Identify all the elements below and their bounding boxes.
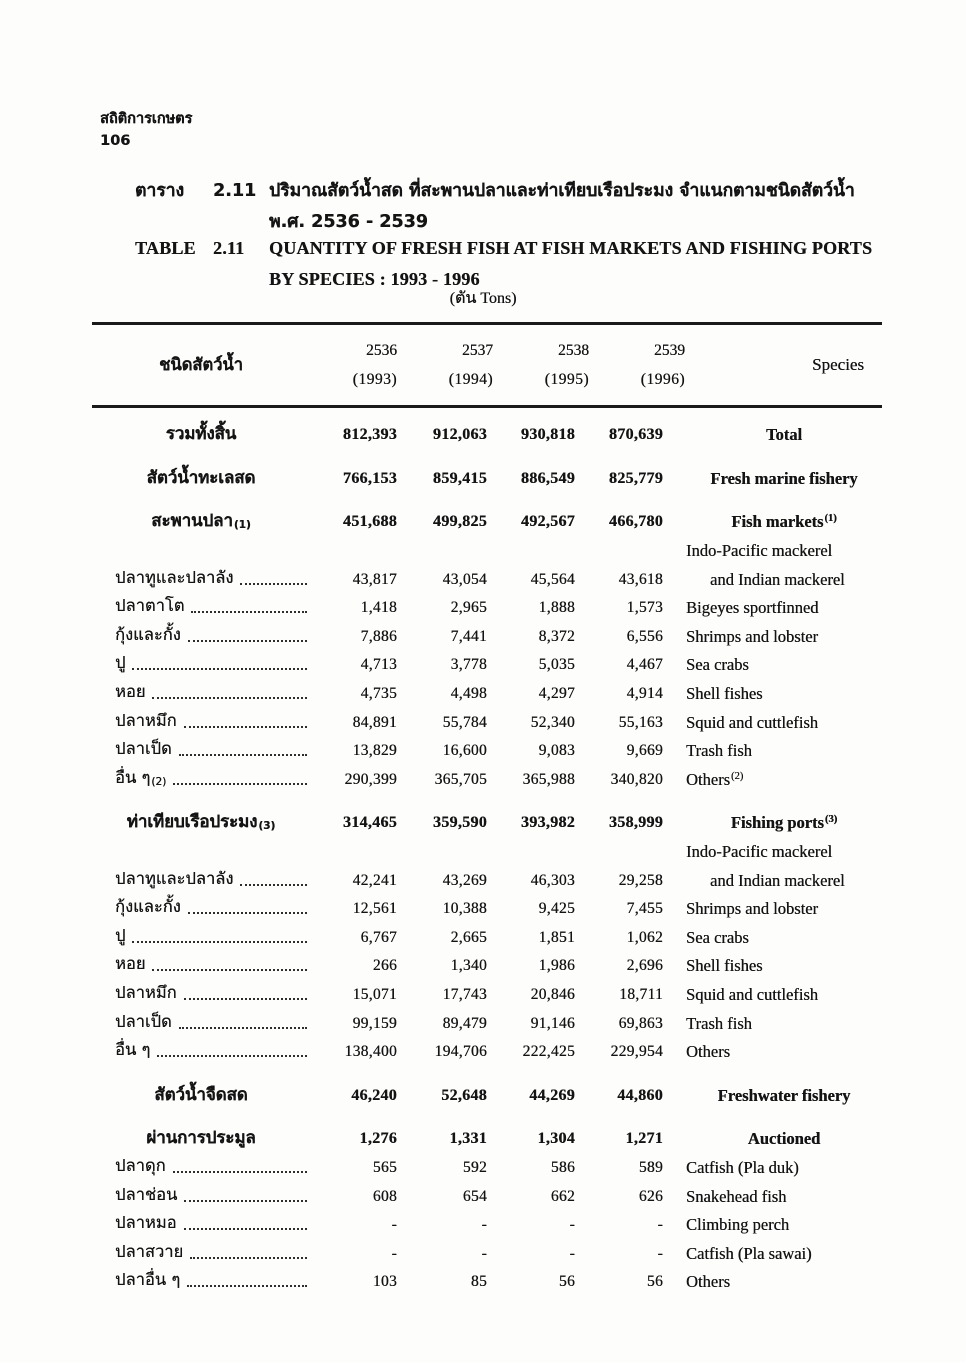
cell-value: 886,549: [520, 469, 575, 487]
cell-value: 138,400: [344, 1043, 397, 1061]
english-label: Trash fish: [686, 1013, 752, 1033]
species-cell: [663, 469, 882, 489]
cell-value: 52,648: [441, 1086, 487, 1104]
year-be: 2539: [654, 341, 685, 359]
cell-value: 3,778: [450, 656, 487, 674]
cell-value: -: [391, 1216, 397, 1234]
species-cell: [663, 1244, 882, 1264]
species-cell: [663, 425, 882, 445]
cell-value: 654: [462, 1187, 487, 1205]
row-label-cell: [92, 1085, 310, 1107]
thai-label: ปลาดุก: [115, 1155, 166, 1175]
english-label: Snakehead fish: [686, 1186, 787, 1206]
table-row: [92, 421, 882, 450]
english-label: Freshwater fishery: [717, 1085, 851, 1105]
cell-value: 393,982: [520, 814, 575, 832]
english-label: Total: [765, 425, 803, 445]
cell-value: 7,441: [450, 627, 487, 645]
row-label-cell: [92, 1186, 310, 1208]
cell-value: 812,393: [342, 426, 397, 444]
english-label: Shrimps and lobster: [686, 626, 818, 646]
thai-label: ปลาทูและปลาลัง: [115, 567, 234, 587]
row-label-cell: [92, 569, 310, 591]
cell-value: 1,276: [359, 1130, 397, 1148]
publication-title: สถิติการเกษตร: [100, 111, 193, 127]
species-cell: [663, 570, 882, 590]
cell-value: 1,573: [626, 599, 663, 617]
cell-value: 1,271: [625, 1130, 663, 1148]
cell-value: 1,331: [449, 1130, 487, 1148]
species-cell: [663, 598, 882, 618]
cell-value: 9,083: [538, 742, 575, 760]
table-title-block: [135, 176, 925, 300]
cell-value: 15,071: [352, 985, 397, 1003]
table-row: [92, 809, 882, 838]
cell-value: 44,860: [617, 1086, 663, 1104]
table-row: [92, 1038, 882, 1067]
english-label: Trash fish: [686, 741, 752, 761]
title-number-english: 2.11: [213, 238, 245, 258]
table-row: [92, 1211, 882, 1240]
cell-value: 43,618: [618, 570, 663, 588]
cell-value: 314,465: [342, 814, 397, 832]
dot-leader: [157, 1055, 307, 1057]
cell-value: 85: [470, 1273, 487, 1291]
species-cell: [663, 627, 882, 647]
title-subtitle-thai: พ.ศ. 2536 - 2539: [269, 212, 428, 232]
cell-value: 46,303: [530, 871, 575, 889]
cell-value: 592: [462, 1158, 487, 1176]
column-header-year-2536: [310, 325, 403, 405]
cell-value: 6,767: [360, 928, 397, 946]
cell-value: 466,780: [608, 513, 663, 531]
cell-value: 499,825: [432, 513, 487, 531]
row-label-cell: [92, 468, 310, 490]
cell-value: 1,062: [626, 928, 663, 946]
english-label: Catfish (Pla duk): [686, 1157, 799, 1177]
column-header-year-2537: [403, 325, 501, 405]
cell-value: 7,455: [626, 900, 663, 918]
english-label: Sea crabs: [686, 927, 749, 947]
column-header-year-2539: [597, 325, 691, 405]
species-cell: [663, 842, 882, 862]
row-label-cell: [92, 654, 310, 676]
table-row: [92, 766, 882, 795]
species-cell: [663, 1042, 882, 1062]
species-cell: [663, 741, 882, 761]
english-label: Fresh marine fishery: [710, 468, 858, 488]
english-label: Shrimps and lobster: [686, 899, 818, 919]
title-subtitle-english: BY SPECIES : 1993 - 1996: [269, 269, 480, 289]
cell-value: 16,600: [442, 742, 487, 760]
cell-value: 4,467: [626, 656, 663, 674]
year-be: 2538: [558, 341, 589, 359]
table-row: [92, 1182, 882, 1211]
row-label-cell: [92, 1214, 310, 1236]
cell-value: 492,567: [520, 513, 575, 531]
species-cell: [663, 1014, 882, 1034]
thai-label: หอย: [115, 682, 146, 702]
row-label-cell: [92, 1271, 310, 1293]
row-label-cell: [92, 550, 310, 553]
cell-value: 365,705: [434, 770, 487, 788]
species-cell: [663, 985, 882, 1005]
thai-label: ปลาเป็ด: [115, 1011, 172, 1031]
title-row-thai: [135, 176, 925, 207]
row-label-cell: [92, 740, 310, 762]
table-row: [92, 565, 882, 594]
dot-leader: [152, 969, 307, 971]
table-row: [92, 623, 882, 652]
thai-label: กุ้งและกั้ง: [115, 624, 181, 644]
table-row: [92, 924, 882, 953]
species-cell: [663, 1187, 882, 1207]
english-label: Shell fishes: [686, 684, 763, 704]
cell-value: 9,425: [538, 900, 575, 918]
thai-label: ปลาตาโต: [115, 596, 185, 616]
table-row: [92, 594, 882, 623]
cell-value: 1,888: [538, 599, 575, 617]
year-be: 2537: [462, 341, 493, 359]
thai-label: สัตว์น้ำจืดสด: [154, 1083, 248, 1104]
cell-value: -: [481, 1244, 487, 1262]
english-label: Climbing perch: [686, 1215, 790, 1235]
species-cell: [663, 655, 882, 675]
species-cell: Others (2): [686, 769, 744, 789]
table-row: [92, 1268, 882, 1297]
thai-label: ปลาทูและปลาลัง: [115, 868, 234, 888]
table-row: [92, 866, 882, 895]
cell-value: 5,035: [538, 656, 575, 674]
english-label: Sea crabs: [686, 655, 749, 675]
cell-value: 103: [372, 1273, 397, 1291]
table-row: [92, 651, 882, 680]
row-label-cell: อื่น ๆ (2): [92, 769, 310, 791]
cell-value: 1,340: [450, 957, 487, 975]
species-cell: [663, 899, 882, 919]
cell-value: 4,735: [360, 685, 397, 703]
row-label-cell: [92, 712, 310, 734]
cell-value: 10,388: [442, 900, 487, 918]
cell-value: 43,269: [442, 871, 487, 889]
dot-leader: [179, 1027, 307, 1029]
species-cell: [663, 1158, 882, 1178]
cell-value: 229,954: [610, 1043, 663, 1061]
title-number-thai: 2.11: [213, 181, 257, 201]
table-body: [92, 408, 882, 1297]
row-label-cell: [92, 927, 310, 949]
table-row: [92, 952, 882, 981]
title-text-thai: ปริมาณสัตว์น้ำสด ที่สะพานปลาและท่าเทียบเรือประมง จำแนกตามชนิดสัตว์น้ำ: [269, 181, 855, 201]
cell-value: -: [569, 1244, 575, 1262]
cell-value: -: [481, 1216, 487, 1234]
species-cell: [663, 713, 882, 733]
dot-leader: [173, 1171, 307, 1173]
dot-leader: [132, 941, 307, 943]
row-label-cell: [92, 597, 310, 619]
title-label-english: TABLE: [135, 238, 196, 258]
cell-value: 1,304: [537, 1130, 575, 1148]
english-label: Fish markets: [731, 512, 824, 532]
cell-value: 565: [372, 1158, 397, 1176]
species-cell: [663, 956, 882, 976]
row-label-cell: [92, 1128, 310, 1150]
dot-leader: [152, 697, 307, 699]
thai-label: ปลาหมึก: [115, 710, 177, 730]
english-label: Squid and cuttlefish: [686, 712, 818, 732]
thai-label: ปู: [115, 925, 126, 945]
cell-value: 29,258: [618, 871, 663, 889]
cell-value: 52,340: [530, 713, 575, 731]
english-label: Fishing ports: [730, 813, 824, 833]
table-row: [92, 838, 882, 867]
row-label-cell: [92, 1041, 310, 1063]
species-cell: [663, 928, 882, 948]
cell-value: -: [657, 1244, 663, 1262]
table-row: [92, 508, 882, 537]
english-label: Indo-Pacific mackerel: [686, 842, 833, 862]
thai-label: ผ่านการประมูล: [146, 1127, 256, 1148]
table-row: [92, 1081, 882, 1110]
dot-leader: [184, 1200, 307, 1202]
cell-value: 1,986: [538, 957, 575, 975]
dot-leader: [188, 640, 307, 642]
row-label-cell: [92, 851, 310, 854]
page-header: [100, 108, 192, 152]
english-label: and Indian mackerel: [710, 569, 845, 589]
cell-value: 6,556: [626, 627, 663, 645]
row-label-cell: [92, 898, 310, 920]
row-label-cell: [92, 1157, 310, 1179]
cell-value: 1,851: [538, 928, 575, 946]
row-label-cell: ท่าเทียบเรือประมง (3): [126, 811, 276, 832]
species-cell: [663, 684, 882, 704]
dot-leader: [188, 912, 307, 914]
thai-label: ปลาหมึก: [115, 983, 177, 1002]
english-label: Others: [686, 769, 730, 789]
cell-value: 17,743: [442, 985, 487, 1003]
cell-value: 46,240: [351, 1086, 397, 1104]
column-header-species-english: Species: [812, 355, 864, 374]
species-cell: [663, 1272, 882, 1292]
cell-value: 42,241: [352, 871, 397, 889]
english-label: Bigeyes sportfinned: [686, 598, 819, 618]
cell-value: 56: [558, 1273, 575, 1291]
cell-value: 56: [646, 1273, 663, 1291]
cell-value: 18,711: [619, 985, 663, 1003]
cell-value: 13,829: [352, 742, 397, 760]
thai-label: สะพานปลา: [151, 510, 233, 531]
column-header-year-2538: [501, 325, 597, 405]
thai-label: ปู: [115, 653, 126, 673]
thai-label: ปลาเป็ด: [115, 739, 172, 759]
cell-value: 266: [372, 957, 397, 975]
thai-label: ปลาสวาย: [115, 1241, 184, 1261]
dot-leader: [184, 1228, 307, 1230]
cell-value: 626: [638, 1187, 663, 1205]
cell-value: 91,146: [530, 1014, 575, 1032]
title-label-thai: ตาราง: [135, 181, 184, 201]
row-label-cell: [92, 424, 310, 446]
species-cell: [663, 1129, 882, 1149]
table-row: [92, 981, 882, 1010]
row-label-cell: [92, 984, 310, 1006]
thai-label: อื่น ๆ: [115, 1040, 151, 1060]
row-label-cell: [92, 1013, 310, 1035]
dot-leader: [240, 583, 307, 585]
dot-leader: [184, 998, 307, 1000]
cell-value: 586: [550, 1158, 575, 1176]
cell-value: 365,988: [522, 770, 575, 788]
cell-value: 825,779: [608, 469, 663, 487]
cell-value: 12,561: [352, 900, 397, 918]
thai-label: ปลาช่อน: [115, 1184, 178, 1204]
cell-value: 89,479: [442, 1014, 487, 1032]
thai-label: หอย: [115, 954, 146, 974]
row-label-cell: [92, 955, 310, 977]
column-header-species-thai: ชนิดสัตว์น้ำ: [159, 355, 243, 374]
thai-label: ปลาหมอ: [115, 1213, 177, 1233]
cell-value: 4,498: [450, 685, 487, 703]
title-row-english: [135, 238, 925, 269]
english-label: Others: [686, 1272, 730, 1292]
cell-value: 44,269: [529, 1086, 575, 1104]
table-row: [92, 1009, 882, 1038]
row-label-cell: สะพานปลา (1): [151, 510, 251, 531]
row-label-cell: [92, 626, 310, 648]
data-table: [92, 322, 882, 1297]
cell-value: 99,159: [352, 1014, 397, 1032]
title-text-english: QUANTITY OF FRESH FISH AT FISH MARKETS AND FISHING PORTS: [269, 238, 873, 258]
cell-value: 43,817: [352, 570, 397, 588]
cell-value: 290,399: [344, 770, 397, 788]
cell-value: 55,163: [618, 713, 663, 731]
cell-value: 766,153: [342, 469, 397, 487]
cell-value: 55,784: [442, 713, 487, 731]
cell-value: 4,914: [626, 685, 663, 703]
cell-value: 930,818: [520, 426, 575, 444]
year-ad: (1996): [640, 370, 685, 388]
cell-value: 589: [638, 1158, 663, 1176]
row-label-cell: [92, 683, 310, 705]
thai-label: กุ้งและกั้ง: [115, 897, 181, 917]
cell-value: 43,054: [442, 570, 487, 588]
cell-value: 2,965: [450, 599, 487, 617]
cell-value: 359,590: [432, 814, 487, 832]
dot-leader: [132, 668, 307, 670]
cell-value: 45,564: [530, 570, 575, 588]
cell-value: 194,706: [434, 1043, 487, 1061]
cell-value: 20,846: [530, 985, 575, 1003]
cell-value: 4,297: [538, 685, 575, 703]
table-row: [92, 1125, 882, 1154]
dot-leader: [240, 884, 307, 886]
row-label-cell: [92, 1243, 310, 1265]
dot-leader: [187, 1285, 307, 1287]
cell-value: 8,372: [538, 627, 575, 645]
dot-leader: [191, 611, 307, 613]
thai-label: อื่น ๆ: [115, 767, 151, 787]
dot-leader: [179, 754, 307, 756]
table-row: [92, 1154, 882, 1183]
row-label-cell: [92, 870, 310, 892]
year-be: 2536: [366, 341, 397, 359]
english-label: Others: [686, 1042, 730, 1062]
cell-value: 9,669: [626, 742, 663, 760]
table-row: [92, 737, 882, 766]
table-header-row: [92, 325, 882, 405]
table-row: [92, 895, 882, 924]
english-label: and Indian mackerel: [710, 870, 845, 890]
cell-value: 859,415: [432, 469, 487, 487]
thai-label: สัตว์น้ำทะเลสด: [146, 466, 256, 487]
cell-value: 451,688: [342, 513, 397, 531]
english-label: Auctioned: [747, 1129, 821, 1149]
cell-value: 608: [372, 1187, 397, 1205]
thai-label: ปลาอื่น ๆ: [115, 1270, 181, 1290]
species-cell: Fishing ports (3): [730, 813, 838, 833]
cell-value: 662: [550, 1187, 575, 1205]
cell-value: 2,665: [450, 928, 487, 946]
cell-value: 340,820: [610, 770, 663, 788]
table-row: [92, 680, 882, 709]
title-subtitle-row-thai: [135, 207, 925, 238]
cell-value: 358,999: [608, 814, 663, 832]
dot-leader: [190, 1257, 307, 1259]
cell-value: 7,886: [360, 627, 397, 645]
species-cell: [663, 541, 882, 561]
thai-label: ท่าเทียบเรือประมง: [126, 811, 258, 832]
page-number: 106: [100, 133, 131, 149]
dot-leader: [173, 783, 307, 785]
table-row: [92, 1239, 882, 1268]
dot-leader: [184, 726, 307, 728]
table-row: [92, 708, 882, 737]
cell-value: 4,713: [360, 656, 397, 674]
cell-value: 2,696: [626, 957, 663, 975]
english-label: Shell fishes: [686, 956, 763, 976]
english-label: Indo-Pacific mackerel: [686, 541, 833, 561]
unit-label: (ตัน Tons): [449, 290, 517, 307]
cell-value: 912,063: [432, 426, 487, 444]
english-label: Catfish (Pla sawai): [686, 1243, 812, 1263]
species-cell: Fish markets (1): [731, 512, 837, 532]
species-cell: [663, 1215, 882, 1235]
species-cell: [663, 1086, 882, 1106]
cell-value: 1,418: [360, 599, 397, 617]
year-ad: (1994): [448, 370, 493, 388]
cell-value: 84,891: [352, 713, 397, 731]
english-label: Squid and cuttlefish: [686, 984, 818, 1004]
cell-value: 69,863: [618, 1014, 663, 1032]
cell-value: -: [657, 1216, 663, 1234]
table-row: [92, 537, 882, 566]
year-ad: (1995): [544, 370, 589, 388]
thai-label: รวมทั้งสิ้น: [165, 423, 237, 444]
table-row: [92, 465, 882, 494]
year-ad: (1993): [352, 370, 397, 388]
species-cell: [663, 871, 882, 891]
cell-value: -: [391, 1244, 397, 1262]
cell-value: 870,639: [608, 426, 663, 444]
cell-value: -: [569, 1216, 575, 1234]
cell-value: 222,425: [522, 1043, 575, 1061]
